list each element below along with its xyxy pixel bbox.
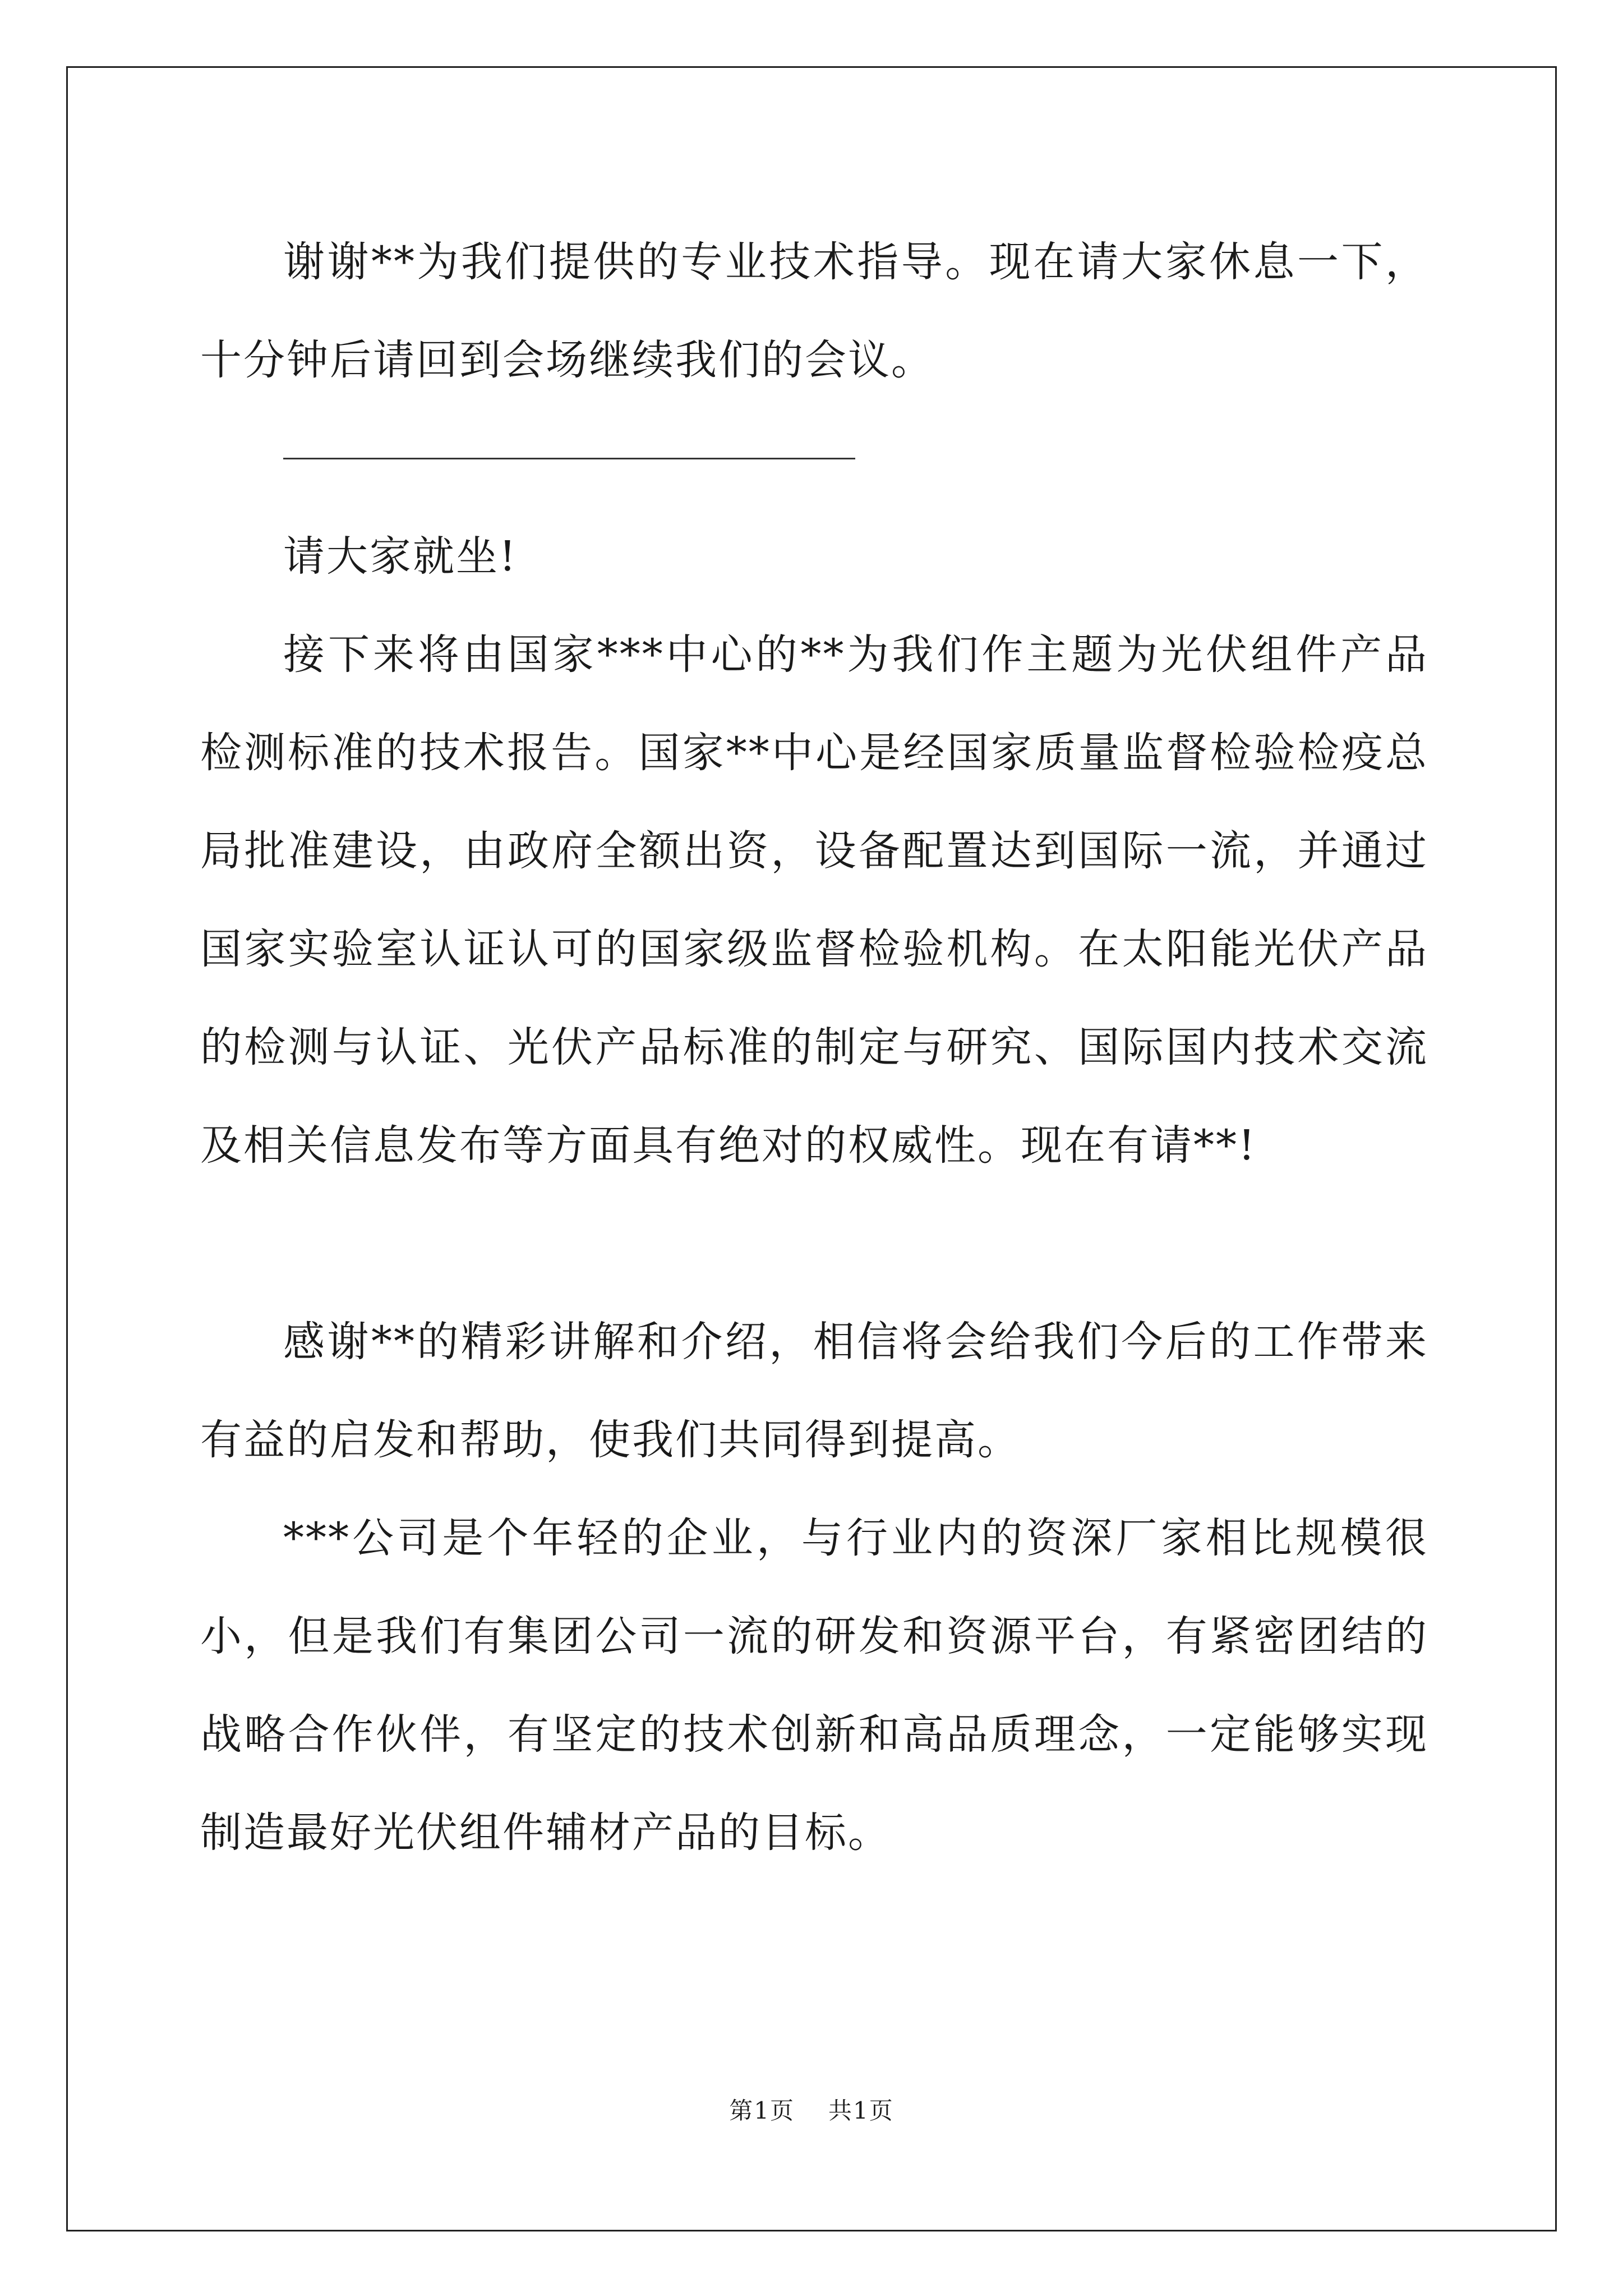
separator-rule xyxy=(283,458,855,459)
paragraph-please-sit: 请大家就坐! xyxy=(283,532,518,581)
paragraph-company: ***公司是个年轻的企业，与行业内的资深厂家相比规模很小，但是我们有集团公司一流的研发和资源平台，有紧密团结的战略合作伙伴，有坚定的技术创新和高品质理念，一定能够实现制造最好光伏组件辅材产品的目标。 xyxy=(200,1514,1428,1857)
page-number-current: 第1页 xyxy=(729,2097,795,2124)
paragraph-thanks-break: 谢谢**为我们提供的专业技术指导。现在请大家休息一下，十分钟后请回到会场继续我们的会议。 xyxy=(200,238,1428,384)
document-body xyxy=(200,213,1428,1882)
page-number-total: 共1页 xyxy=(828,2097,894,2124)
separator-line xyxy=(200,409,1428,508)
paragraph-gap xyxy=(200,1195,1428,1293)
paragraph-thanks-speaker: 感谢**的精彩讲解和介绍，相信将会给我们今后的工作带来有益的启发和帮助，使我们共同得到提高。 xyxy=(200,1318,1428,1464)
paragraph-introduction: 接下来将由国家***中心的**为我们作主题为光伏组件产品检测标准的技术报告。国家**中心是经国家质量监督检验检疫总局批准建设，由政府全额出资，设备配置达到国际一流，并通过国家实验室认证认可的国家级监督检验机构。在太阳能光伏产品的检测与认证、光伏产品标准的制定与研究、国际国内技术交流及相关信息发布等方面具有绝对的权威性。现在有请**! xyxy=(200,631,1428,1170)
page-footer xyxy=(0,2092,1623,2126)
